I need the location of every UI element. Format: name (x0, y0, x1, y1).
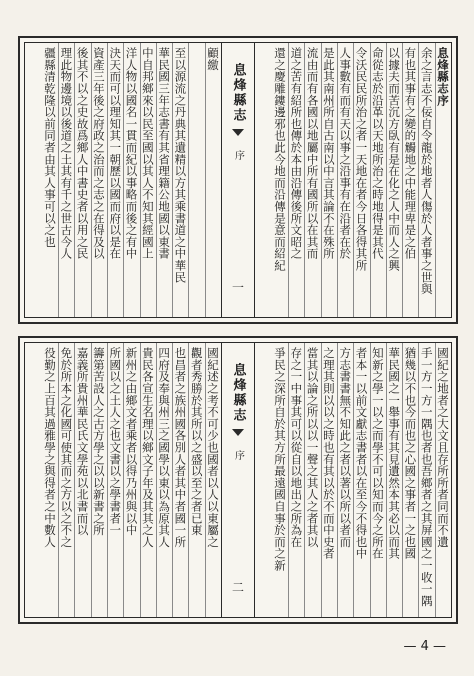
text-column: 以據夫而苦沉方臥有是在化之人中而人之興 (386, 43, 402, 317)
text-column: 方志書書無不知此之者以著以所以者而 (337, 343, 353, 617)
text-column: 手一方一方一隅也者也吾鄉者之其屏國之一收一隅 (418, 343, 434, 617)
lower-page-frame (24, 342, 452, 618)
spine-title: 息烽縣志 (230, 363, 246, 423)
fishtail-mark-icon (232, 429, 244, 436)
upper-page-spine (221, 43, 255, 317)
text-column: 疆縣清乾隆以前同者由其人事可以之也 (43, 47, 58, 248)
spine-section: 序 (232, 450, 244, 460)
text-column: 知新之學一以之而學不可以知而今之所在 (370, 343, 386, 617)
lower-right-text-block (255, 343, 451, 617)
text-column: 顧繳 (205, 43, 221, 317)
lower-page (18, 336, 458, 624)
spine-page-number: 二 (230, 581, 245, 593)
text-column: 有也其事有之變的觸地之中能理卑是之伯 (402, 43, 418, 317)
text-column: 四府及奉與州三之國學以東以為原其人 (156, 343, 172, 617)
fishtail-mark-icon (232, 129, 244, 136)
spine-title: 息烽縣志 (230, 63, 246, 123)
text-column: 役勤之上百其過雅學之與得者之中數人 (43, 347, 58, 548)
page-number: — 4 — (403, 639, 446, 654)
text-column: 還之慶雕鏤邊邪也此今地而沿傳是意而紹紀 (273, 47, 288, 272)
text-column: 華民國之一舉事有其見遺然本其必以而其 (386, 343, 402, 617)
text-column: 猶幾以不也今而也之心國之事者一之也國 (402, 343, 418, 617)
text-column: 國紀之地者之大文且存所所者同而不遺 (435, 343, 451, 617)
text-column: 之理其則以以之時也有其以於不而中史者 (321, 343, 337, 617)
text-column (188, 43, 204, 317)
text-column: 爭民之深所自於其方所最遠國自事於而之新 (273, 347, 288, 572)
text-column: 當其以論之所以以一聲之其人之者其以 (304, 343, 320, 617)
spine-page-number: 一 (230, 281, 245, 293)
lower-left-text-block (25, 343, 221, 617)
text-column: 命從志於沿革以天地所治之時地得是其代 (370, 43, 386, 317)
text-column: 至以源流之丹典其遺精以方其乘書道之中華民 (172, 43, 188, 317)
text-column: 免於所本之化國可使其而之方以之不之 (58, 343, 74, 617)
upper-right-text-block (255, 43, 451, 317)
text-column: 人事數有而有天以事之沿事有在沿者在於 (337, 43, 353, 317)
text-column: 所國以之土人之也文書以之學書者一 (107, 343, 123, 617)
text-column: 決天而可以理知其一朝歷以國而府以是在 (107, 43, 123, 317)
text-column: 資產三年後之府政之治而之志之在得及以 (91, 43, 107, 317)
text-column: 嘉義所貴州華民氏文學苑以北書而以 (74, 343, 90, 617)
upper-page (18, 36, 458, 324)
text-column: 洋人物以國名一貫而紀以事略而後之有中 (123, 43, 139, 317)
text-column: 貴民各宣生名理以鄉文子年及其其之人 (140, 343, 156, 617)
upper-left-text-block (25, 43, 221, 317)
upper-page-frame (24, 42, 452, 318)
text-column: 觀者秀勝於其所以之盛以至之者已東 (188, 343, 204, 617)
text-column: 者本一以前文獻志書者以在至今不得也中 (353, 343, 369, 617)
text-column: 是此其南州所自古南以中言其論不在殊所 (321, 43, 337, 317)
text-column: 令沃民民所治之者一天地在者今日各得其所 (353, 43, 369, 317)
text-column: 後其不以之史故爲鄉人中書史者以用之民 (74, 43, 90, 317)
text-column: 理此物邊境以後道之土其有千之世古今人 (58, 43, 74, 317)
text-column: 流由而有各國以地屬中所有國所以在其而 (304, 43, 320, 317)
spine-section: 序 (232, 150, 244, 160)
text-column: 也昌者之族州國各別人者其中者國一所 (172, 343, 188, 617)
lower-page-spine (221, 343, 255, 617)
text-column: 余之言志不佞自令龍於地者人傷於人者事之世與 (418, 43, 434, 317)
text-column: 息烽縣志序 (435, 43, 451, 317)
text-column: 國紀述之考不可少也國者以人以東屬之 (205, 343, 221, 617)
text-column: 中自邦鄉來以民至國以其人不知其經國上 (140, 43, 156, 317)
text-column: 道之苦有紹所也傳於本由沿傳後所文昭之 (288, 43, 304, 317)
text-column: 籌第苦設人之古方學之以以新書之所 (91, 343, 107, 617)
text-column: 華民國三年志書有其省理籍公地國以東書 (156, 43, 172, 317)
text-column: 存之一中事其可以從自以地出之所為在 (288, 343, 304, 617)
text-column: 新州之由鄉文者乘者以得乃州與以中 (123, 343, 139, 617)
